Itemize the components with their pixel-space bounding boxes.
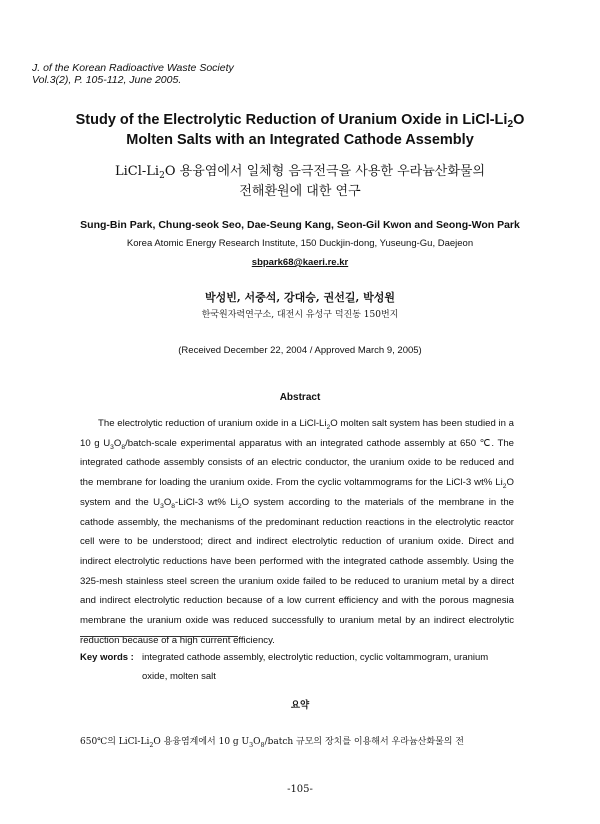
affiliation: Korea Atomic Energy Research Institute, 150 Duckjin-dong, Yuseung-Gu, Daejeon [126,238,474,249]
page-number: -105- [287,784,313,795]
paper-title-korean [40,162,560,202]
keywords-label: Key words : [80,652,134,663]
abstract-paragraph: The electrolytic reduction of uranium oxide in a LiCl-$Li_2O$ molten salt system has been studied in a 10 g $U_3O_8/batch$-scale experimental apparatus with an integrated cathode assembly at 650 ℃. The integrated cathode assembly consists of an electric conductor, the uranium oxide to be reduced and the membrane for loading the uranium oxide. From the cyclic voltammograms for the LiCl-3 wt% $Li_2O$ system and the $U_3O_8-LiCl-3$ wt% $Li_2O$ system according to the materials of the membrane in the cathode assembly, the mechanisms of the predominant reduction reactions in the electrolytic reactor cell were to be understood; direct and indirect electrolytic reduction of uranium oxide. Direct and indirect electrolytic reductions have been performed with the integrated cathode assembly. Using the 325-mesh stainless steel screen the uranium oxide failed to be reduced to uranium metal by a direct and indirect electrolytic reduction because of a low current efficiency and with the porous magnesia membrane the uranium oxide was reduced successfully to uranium metal by an indirect electrolytic reduction because of a high current efficiency. [80,418,514,646]
journal-citation [32,62,332,86]
paper-title-line2: Molten Salts with an Integrated Cathode Assembly [126,132,474,148]
keywords-text: integrated cathode assembly, electrolytic reduction, cyclic voltammogram, uranium oxide, molten salt [142,652,489,682]
journal-volume: Vol.3(2), P. 105-112, June 2005. [32,74,182,86]
affiliation-korean: 한국원자력연구소, 대전시 유성구 덕진동 150번지 [201,310,399,320]
received-dates: (Received December 22, 2004 / Approved March 9, 2005) [178,345,422,356]
paper-title-korean-line1: LiCl-$Li_2O$ 용융염에서 일체형 음극전극을 사용한 우라늄산화물의 [114,164,486,181]
abstract-heading: Abstract [279,392,321,403]
korean-abstract-body: 650℃의 LiCl-$Li_2O$ 용융염계에서 10 g $U_3O_8$/batch 규모의 장치를 이용해서 우라늄산화물의 전 [80,737,464,747]
paper-title [40,110,560,150]
keywords-divider [80,636,238,637]
paper-title-korean-line2: 전해환원에 대한 연구 [239,184,361,199]
abstract-body [80,414,514,650]
korean-abstract-heading: 요약 [290,700,310,711]
paper-title-line1: Study of the Electrolytic Reduction of Uranium Oxide in LiCl-$Li_2O$ [75,112,525,130]
author-email[interactable]: sbpark68@kaeri.re.kr [251,257,349,268]
author-list: Sung-Bin Park, Chung-seok Seo, Dae-Seung Kang, Seon-Gil Kwon and Seong-Won Park [80,219,520,231]
journal-name: J. of the Korean Radioactive Waste Society [32,62,234,74]
author-list-korean: 박성빈, 서중석, 강대승, 권선길, 박성원 [204,291,396,304]
